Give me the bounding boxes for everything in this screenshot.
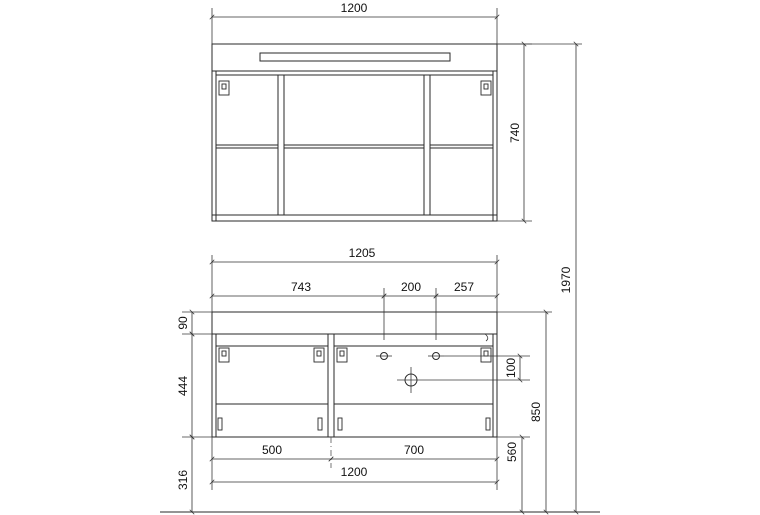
right-section-label: 700 xyxy=(403,443,425,457)
drain-height-label: 100 xyxy=(504,357,518,379)
upper-shelf-center xyxy=(284,145,424,148)
runner-icon xyxy=(318,418,322,430)
upper-right-divider xyxy=(424,75,430,215)
upper-shelf-right xyxy=(430,145,493,148)
lower-body xyxy=(212,334,497,437)
water-hole-icon xyxy=(376,353,392,360)
floor-to-bottom-label: 560 xyxy=(505,441,519,463)
countertop-thickness-label: 90 xyxy=(176,316,190,330)
hinge-icon xyxy=(337,348,347,362)
runner-icon xyxy=(486,418,490,430)
upper-shelf-left xyxy=(216,145,278,148)
overall-height xyxy=(497,44,582,512)
base-width-label: 1200 xyxy=(340,465,368,479)
hinge-icon xyxy=(219,348,229,362)
floor-gap-label: 316 xyxy=(176,469,190,491)
water-hole-icon xyxy=(428,353,444,360)
lower-unit xyxy=(160,246,600,512)
hinge-icon xyxy=(481,348,491,362)
light-strip xyxy=(260,53,450,61)
overall-height-label: 1970 xyxy=(559,266,573,294)
drain-icon xyxy=(397,367,425,393)
countertop xyxy=(212,312,497,334)
runner-icon xyxy=(338,418,342,430)
hinge-icon xyxy=(314,348,324,362)
upper-width-label: 1200 xyxy=(340,1,368,15)
floor-to-top-label: 850 xyxy=(529,401,543,423)
upper-left-divider xyxy=(278,75,284,215)
lower-top-width-label: 1205 xyxy=(348,246,376,260)
offset-label: 743 xyxy=(290,280,312,294)
body-height-label: 444 xyxy=(176,375,190,397)
upper-cabinet xyxy=(212,1,532,221)
hinge-icon xyxy=(481,81,491,95)
hole-spacing-label: 200 xyxy=(400,280,422,294)
upper-top-panel xyxy=(212,44,497,71)
lower-partition xyxy=(328,334,334,437)
runner-icon xyxy=(218,418,222,430)
hinge-icon xyxy=(219,81,229,95)
left-section-label: 500 xyxy=(261,443,283,457)
upper-height-label: 740 xyxy=(508,122,522,144)
right-offset-label: 257 xyxy=(453,280,475,294)
